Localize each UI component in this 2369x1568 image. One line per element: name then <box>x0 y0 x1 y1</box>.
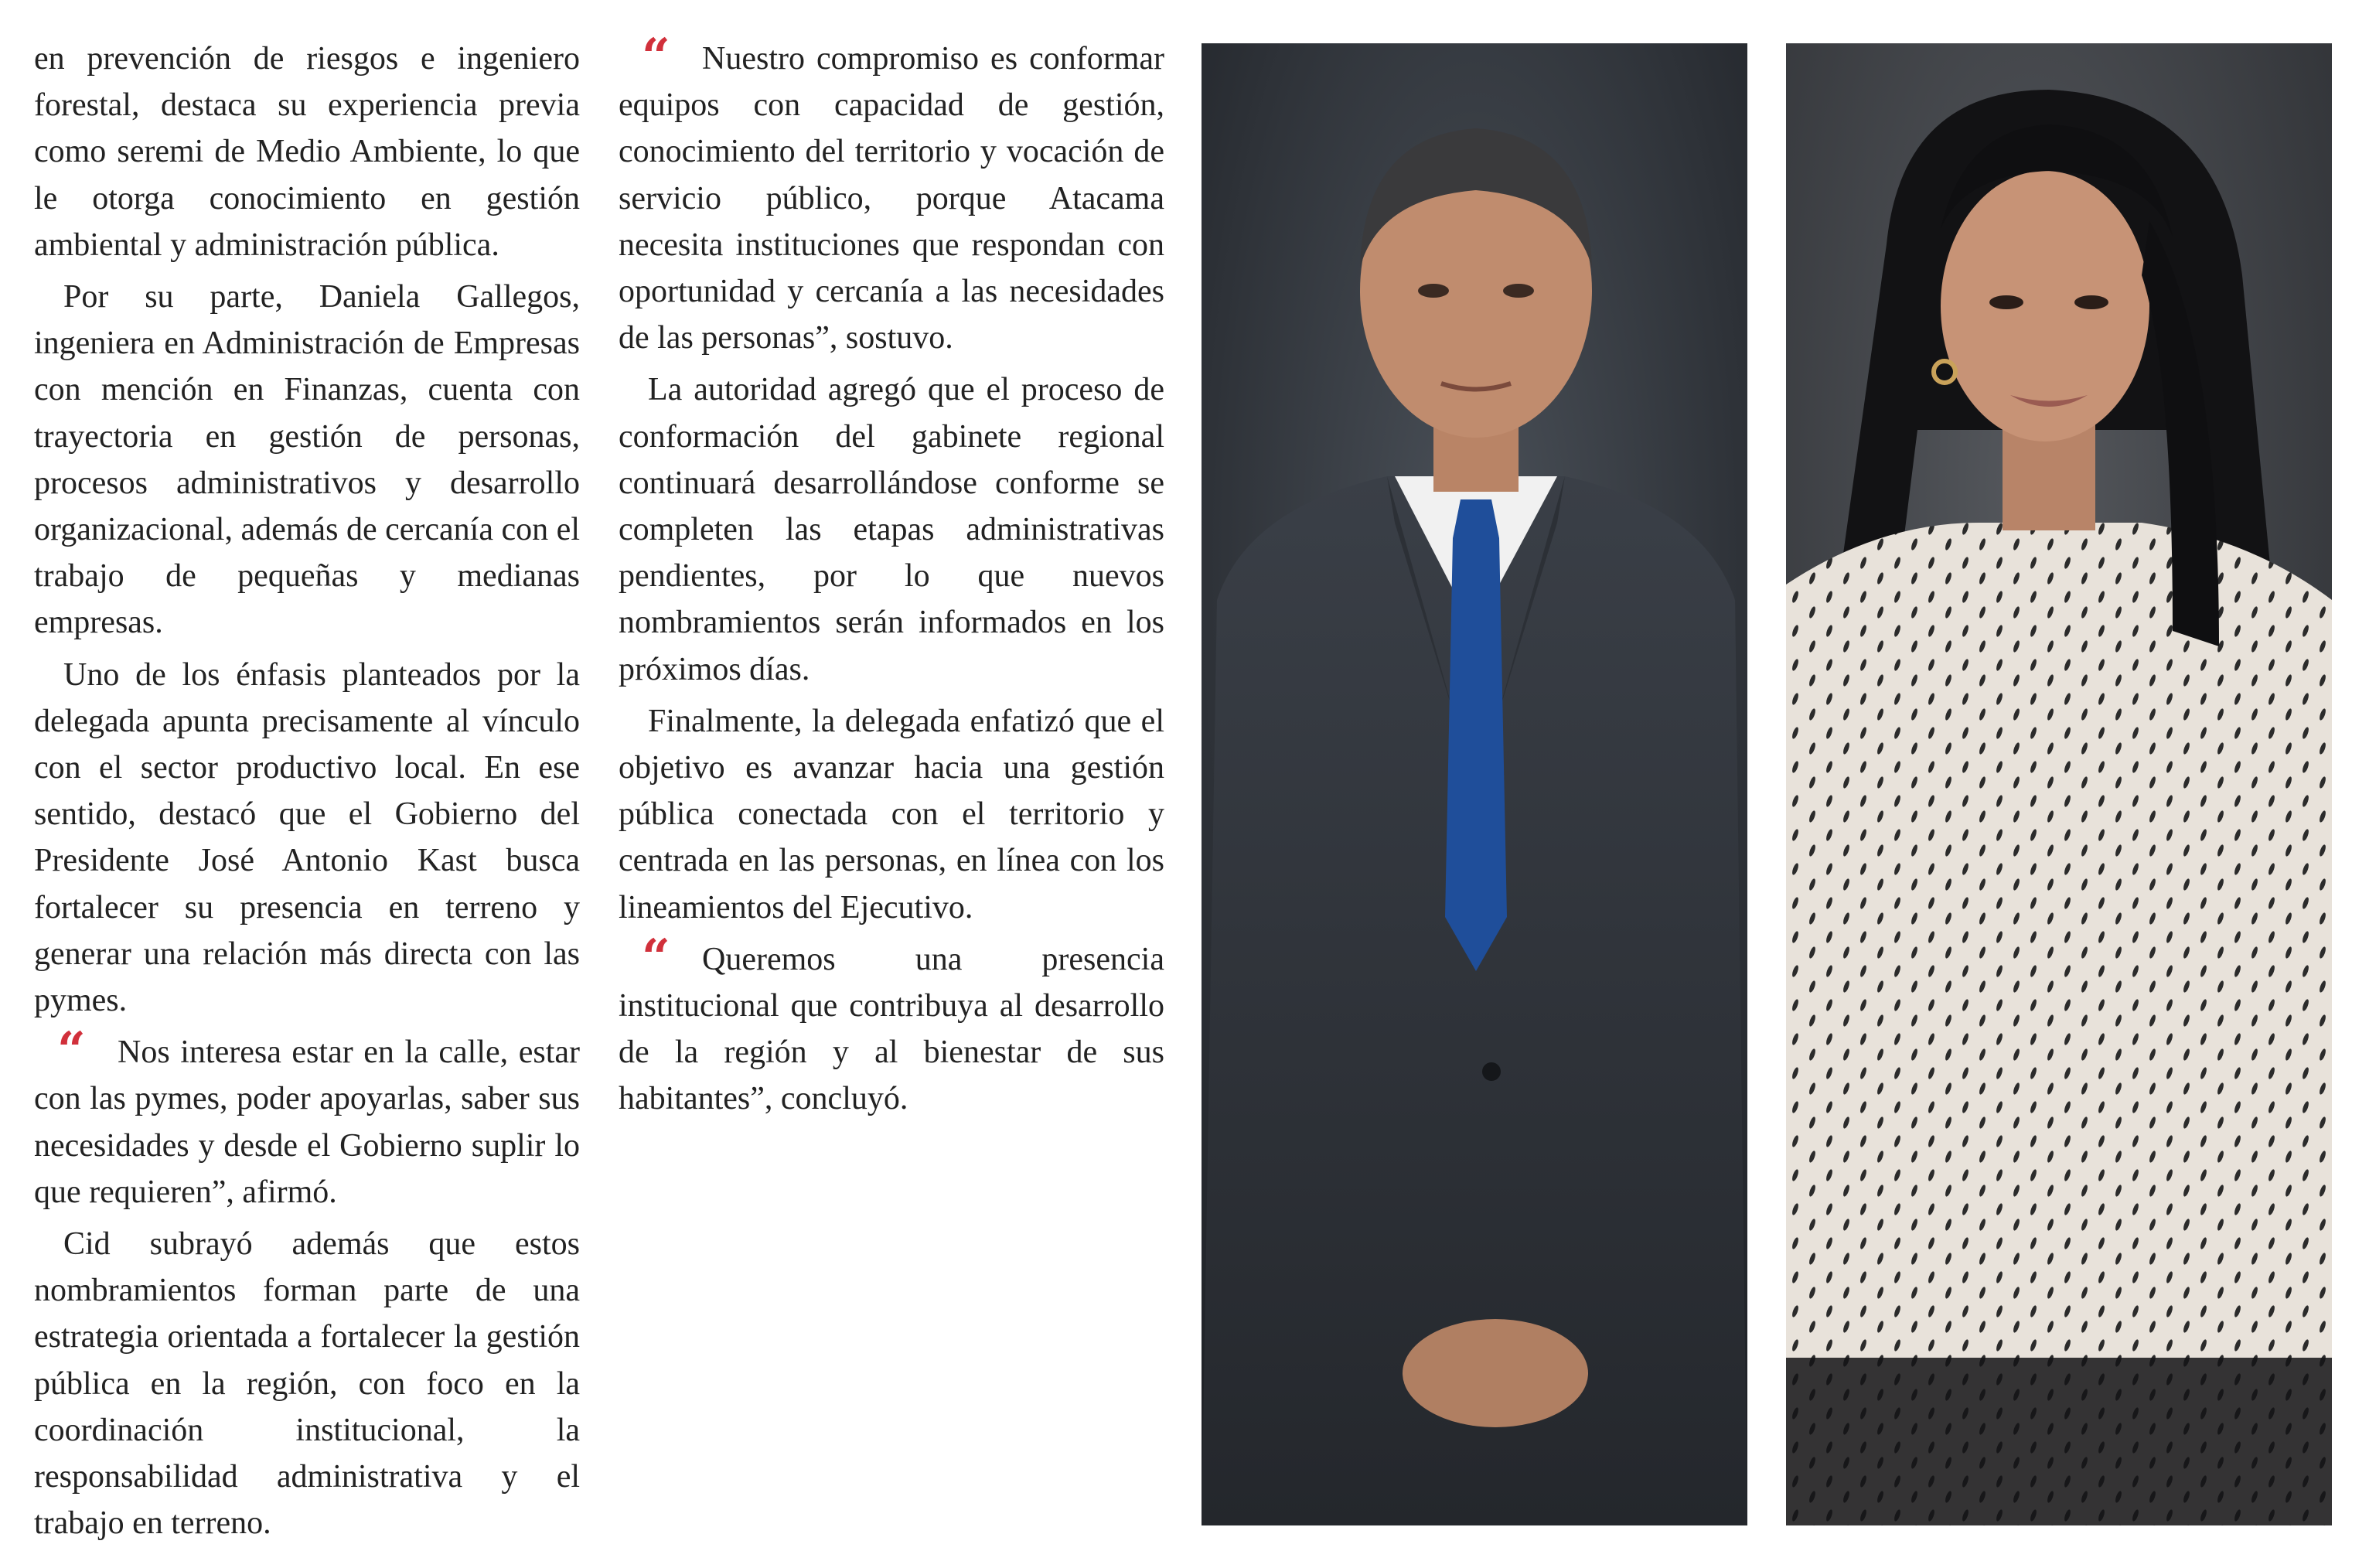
portrait-man-illustration <box>1202 43 1747 1525</box>
paragraph-1: en prevención de riesgos e ingeniero forestal, destaca su experiencia previa como seremi de Medio Ambiente, lo que le otorga conocimiento en gestión ambiental y administración pública. <box>34 41 580 263</box>
quote-3-text: Queremos una presencia institucional que contribuya al desarrollo de la región y al bienestar de sus habitantes”, concluyó. <box>619 941 1164 1117</box>
paragraph-6: Finalmente, la delegada enfatizó que el objetivo es avanzar hacia una gestión pública conectada con el territorio y centrada en las personas, en línea con los lineamientos del Ejecutivo. <box>619 703 1164 925</box>
paragraph-3: Uno de los énfasis planteados por la delegada apunta precisamente al vínculo con el sector productivo local. En ese sentido, destacó que el Gobierno del Presidente José Antonio Kast busca fortalecer su presencia en terreno y generar una relación más directa con las pymes. <box>34 656 580 1019</box>
quote-mark-icon: “ <box>642 28 666 86</box>
quote-mark-icon: “ <box>642 928 666 987</box>
paragraph-2: Por su parte, Daniela Gallegos, ingeniera en Administración de Empresas con mención en Finanzas, cuenta con trayectoria en gestión de personas, procesos administrativos y desarrollo organizacional, además de cercanía con el trabajo de pequeñas y medianas empresas. <box>34 279 580 641</box>
portrait-photo-man <box>1202 43 1747 1525</box>
quote-mark-icon: “ <box>57 1021 81 1080</box>
quote-1-text: Nos interesa estar en la calle, estar con las pymes, poder apoyarlas, saber sus necesidades y desde el Gobierno suplir lo que requieren”, afirmó. <box>34 1035 580 1210</box>
pull-quote-3 <box>619 928 1164 1123</box>
article-column-1 <box>34 36 580 1553</box>
portrait-woman-illustration <box>1786 43 2332 1525</box>
pull-quote-1 <box>34 1021 580 1215</box>
article-column-2 <box>619 28 1164 1128</box>
paragraph-5: La autoridad agregó que el proceso de conformación del gabinete regional continuará desarrollándose conforme se completen las etapas administrativas pendientes, por lo que nuevos nombramientos serán informados en los próximos días. <box>619 372 1164 687</box>
portrait-photo-woman <box>1786 43 2332 1525</box>
quote-2-text: Nuestro compromiso es conformar equipos con capacidad de gestión, conocimiento del territorio y vocación de servicio público, porque Atacama necesita instituciones que respondan con oportunidad y cercanía a las necesidades de las personas”, sostuvo. <box>619 41 1164 356</box>
pull-quote-2 <box>619 28 1164 361</box>
paragraph-4: Cid subrayó además que estos nombramientos forman parte de una estrategia orientada a fortalecer la gestión pública en la región, con foco en la coordinación institucional, la responsabilidad administrativa y el trabajo en terreno. <box>34 1226 580 1542</box>
